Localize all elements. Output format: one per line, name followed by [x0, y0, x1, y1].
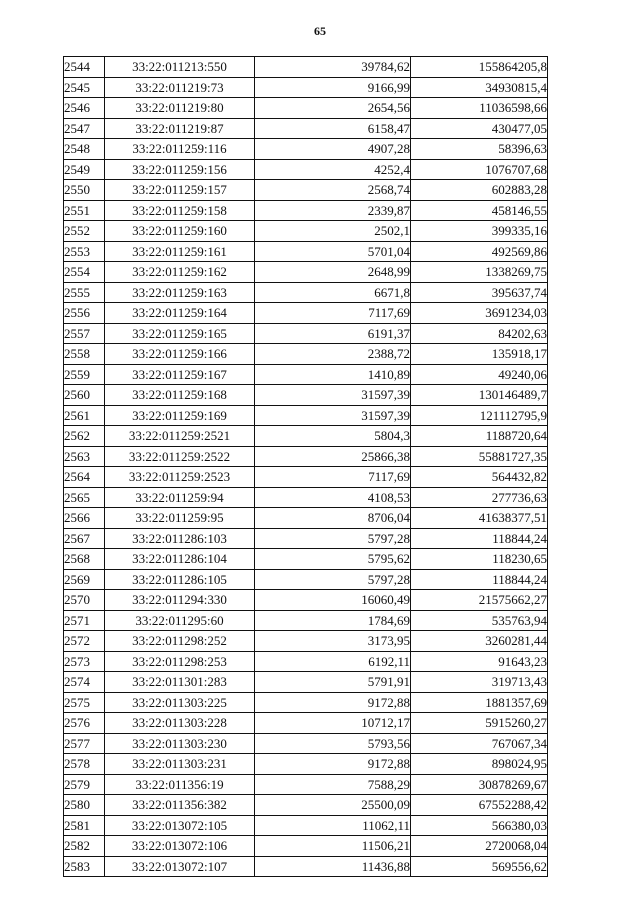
row-number-cell: 2569 — [64, 569, 105, 590]
value-cell: 569556,62 — [411, 856, 548, 877]
value-cell: 34930815,4 — [411, 77, 548, 98]
area-cell: 1784,69 — [255, 610, 411, 631]
table-row — [64, 77, 548, 98]
cadastral-table — [63, 56, 548, 877]
row-number-cell: 2575 — [64, 692, 105, 713]
table-row — [64, 774, 548, 795]
value-cell: 564432,82 — [411, 467, 548, 488]
area-cell: 5701,04 — [255, 241, 411, 262]
area-cell: 31597,39 — [255, 385, 411, 406]
area-cell: 2502,1 — [255, 221, 411, 242]
area-cell: 5793,56 — [255, 733, 411, 754]
table-row — [64, 57, 548, 78]
cadastral-number-cell: 33:22:011259:168 — [105, 385, 255, 406]
area-cell: 2339,87 — [255, 200, 411, 221]
row-number-cell: 2578 — [64, 754, 105, 775]
cadastral-number-cell: 33:22:011298:252 — [105, 631, 255, 652]
value-cell: 67552288,42 — [411, 795, 548, 816]
table-row — [64, 815, 548, 836]
table-row — [64, 754, 548, 775]
row-number-cell: 2551 — [64, 200, 105, 221]
cadastral-number-cell: 33:22:011219:73 — [105, 77, 255, 98]
row-number-cell: 2576 — [64, 713, 105, 734]
cadastral-number-cell: 33:22:011303:230 — [105, 733, 255, 754]
table-row — [64, 426, 548, 447]
cadastral-number-cell: 33:22:011303:231 — [105, 754, 255, 775]
area-cell: 9172,88 — [255, 754, 411, 775]
cadastral-number-cell: 33:22:011259:2523 — [105, 467, 255, 488]
value-cell: 395637,74 — [411, 282, 548, 303]
value-cell: 155864205,8 — [411, 57, 548, 78]
table-row — [64, 446, 548, 467]
table-row — [64, 303, 548, 324]
value-cell: 1338269,75 — [411, 262, 548, 283]
cadastral-number-cell: 33:22:011294:330 — [105, 590, 255, 611]
table-row — [64, 487, 548, 508]
area-cell: 39784,62 — [255, 57, 411, 78]
cadastral-number-cell: 33:22:011259:169 — [105, 405, 255, 426]
row-number-cell: 2545 — [64, 77, 105, 98]
table-row — [64, 159, 548, 180]
page-number: 65 — [314, 24, 326, 38]
value-cell: 277736,63 — [411, 487, 548, 508]
value-cell: 2720068,04 — [411, 836, 548, 857]
table-row — [64, 672, 548, 693]
area-cell: 5791,91 — [255, 672, 411, 693]
value-cell: 1076707,68 — [411, 159, 548, 180]
area-cell: 4907,28 — [255, 139, 411, 160]
value-cell: 1188720,64 — [411, 426, 548, 447]
cadastral-number-cell: 33:22:011213:550 — [105, 57, 255, 78]
value-cell: 602883,28 — [411, 180, 548, 201]
value-cell: 84202,63 — [411, 323, 548, 344]
value-cell: 121112795,9 — [411, 405, 548, 426]
area-cell: 2568,74 — [255, 180, 411, 201]
table-row — [64, 651, 548, 672]
cadastral-number-cell: 33:22:011286:104 — [105, 549, 255, 570]
table-row — [64, 139, 548, 160]
cadastral-number-cell: 33:22:011259:156 — [105, 159, 255, 180]
area-cell: 5804,3 — [255, 426, 411, 447]
area-cell: 1410,89 — [255, 364, 411, 385]
area-cell: 5797,28 — [255, 569, 411, 590]
cadastral-number-cell: 33:22:011259:116 — [105, 139, 255, 160]
cadastral-number-cell: 33:22:011259:167 — [105, 364, 255, 385]
table-row — [64, 200, 548, 221]
cadastral-number-cell: 33:22:011298:253 — [105, 651, 255, 672]
cadastral-number-cell: 33:22:011356:382 — [105, 795, 255, 816]
cadastral-number-cell: 33:22:011259:162 — [105, 262, 255, 283]
table-row — [64, 836, 548, 857]
area-cell: 8706,04 — [255, 508, 411, 529]
row-number-cell: 2573 — [64, 651, 105, 672]
cadastral-number-cell: 33:22:013072:106 — [105, 836, 255, 857]
table-row — [64, 180, 548, 201]
table-row — [64, 549, 548, 570]
value-cell: 21575662,27 — [411, 590, 548, 611]
area-cell: 2648,99 — [255, 262, 411, 283]
table-row — [64, 405, 548, 426]
value-cell: 118844,24 — [411, 569, 548, 590]
table-row — [64, 795, 548, 816]
row-number-cell: 2558 — [64, 344, 105, 365]
cadastral-number-cell: 33:22:011259:95 — [105, 508, 255, 529]
table-row — [64, 631, 548, 652]
row-number-cell: 2571 — [64, 610, 105, 631]
value-cell: 91643,23 — [411, 651, 548, 672]
row-number-cell: 2559 — [64, 364, 105, 385]
area-cell: 5795,62 — [255, 549, 411, 570]
cadastral-number-cell: 33:22:011259:157 — [105, 180, 255, 201]
row-number-cell: 2556 — [64, 303, 105, 324]
area-cell: 7117,69 — [255, 467, 411, 488]
row-number-cell: 2572 — [64, 631, 105, 652]
cadastral-number-cell: 33:22:011259:161 — [105, 241, 255, 262]
area-cell: 7588,29 — [255, 774, 411, 795]
row-number-cell: 2547 — [64, 118, 105, 139]
area-cell: 11062,11 — [255, 815, 411, 836]
cadastral-number-cell: 33:22:011259:160 — [105, 221, 255, 242]
cadastral-number-cell: 33:22:011259:2521 — [105, 426, 255, 447]
table-row — [64, 118, 548, 139]
value-cell: 535763,94 — [411, 610, 548, 631]
area-cell: 5797,28 — [255, 528, 411, 549]
value-cell: 5915260,27 — [411, 713, 548, 734]
row-number-cell: 2554 — [64, 262, 105, 283]
table-row — [64, 262, 548, 283]
area-cell: 6191,37 — [255, 323, 411, 344]
row-number-cell: 2557 — [64, 323, 105, 344]
cadastral-number-cell: 33:22:011259:165 — [105, 323, 255, 344]
value-cell: 430477,05 — [411, 118, 548, 139]
value-cell: 30878269,67 — [411, 774, 548, 795]
row-number-cell: 2562 — [64, 426, 105, 447]
value-cell: 58396,63 — [411, 139, 548, 160]
value-cell: 566380,03 — [411, 815, 548, 836]
table-row — [64, 282, 548, 303]
row-number-cell: 2565 — [64, 487, 105, 508]
row-number-cell: 2560 — [64, 385, 105, 406]
value-cell: 492569,86 — [411, 241, 548, 262]
area-cell: 6158,47 — [255, 118, 411, 139]
table-row — [64, 610, 548, 631]
cadastral-number-cell: 33:22:011259:94 — [105, 487, 255, 508]
area-cell: 10712,17 — [255, 713, 411, 734]
area-cell: 9166,99 — [255, 77, 411, 98]
value-cell: 767067,34 — [411, 733, 548, 754]
row-number-cell: 2561 — [64, 405, 105, 426]
row-number-cell: 2566 — [64, 508, 105, 529]
row-number-cell: 2568 — [64, 549, 105, 570]
table-row — [64, 713, 548, 734]
cadastral-number-cell: 33:22:011259:166 — [105, 344, 255, 365]
value-cell: 399335,16 — [411, 221, 548, 242]
value-cell: 898024,95 — [411, 754, 548, 775]
cadastral-number-cell: 33:22:011219:80 — [105, 98, 255, 119]
cadastral-number-cell: 33:22:011303:225 — [105, 692, 255, 713]
cadastral-number-cell: 33:22:011259:163 — [105, 282, 255, 303]
table-row — [64, 98, 548, 119]
cadastral-number-cell: 33:22:013072:105 — [105, 815, 255, 836]
row-number-cell: 2548 — [64, 139, 105, 160]
area-cell: 2654,56 — [255, 98, 411, 119]
cadastral-number-cell: 33:22:013072:107 — [105, 856, 255, 877]
table-row — [64, 856, 548, 877]
area-cell: 11436,88 — [255, 856, 411, 877]
row-number-cell: 2546 — [64, 98, 105, 119]
table-row — [64, 385, 548, 406]
area-cell: 4108,53 — [255, 487, 411, 508]
table-row — [64, 528, 548, 549]
value-cell: 135918,17 — [411, 344, 548, 365]
table-row — [64, 569, 548, 590]
area-cell: 6671,8 — [255, 282, 411, 303]
row-number-cell: 2564 — [64, 467, 105, 488]
table-row — [64, 323, 548, 344]
area-cell: 11506,21 — [255, 836, 411, 857]
row-number-cell: 2574 — [64, 672, 105, 693]
cadastral-number-cell: 33:22:011259:164 — [105, 303, 255, 324]
value-cell: 3260281,44 — [411, 631, 548, 652]
value-cell: 1881357,69 — [411, 692, 548, 713]
cadastral-number-cell: 33:22:011219:87 — [105, 118, 255, 139]
row-number-cell: 2563 — [64, 446, 105, 467]
table-row — [64, 692, 548, 713]
table-row — [64, 733, 548, 754]
value-cell: 118844,24 — [411, 528, 548, 549]
area-cell: 7117,69 — [255, 303, 411, 324]
area-cell: 31597,39 — [255, 405, 411, 426]
row-number-cell: 2570 — [64, 590, 105, 611]
area-cell: 3173,95 — [255, 631, 411, 652]
cadastral-number-cell: 33:22:011295:60 — [105, 610, 255, 631]
cadastral-number-cell: 33:22:011286:105 — [105, 569, 255, 590]
row-number-cell: 2567 — [64, 528, 105, 549]
row-number-cell: 2581 — [64, 815, 105, 836]
cadastral-number-cell: 33:22:011286:103 — [105, 528, 255, 549]
value-cell: 319713,43 — [411, 672, 548, 693]
cadastral-number-cell: 33:22:011259:2522 — [105, 446, 255, 467]
row-number-cell: 2552 — [64, 221, 105, 242]
row-number-cell: 2553 — [64, 241, 105, 262]
value-cell: 11036598,66 — [411, 98, 548, 119]
cadastral-number-cell: 33:22:011356:19 — [105, 774, 255, 795]
value-cell: 49240,06 — [411, 364, 548, 385]
cadastral-number-cell: 33:22:011301:283 — [105, 672, 255, 693]
table-body — [64, 57, 548, 877]
area-cell: 6192,11 — [255, 651, 411, 672]
value-cell: 41638377,51 — [411, 508, 548, 529]
row-number-cell: 2579 — [64, 774, 105, 795]
row-number-cell: 2555 — [64, 282, 105, 303]
row-number-cell: 2580 — [64, 795, 105, 816]
area-cell: 25500,09 — [255, 795, 411, 816]
row-number-cell: 2582 — [64, 836, 105, 857]
row-number-cell: 2583 — [64, 856, 105, 877]
value-cell: 55881727,35 — [411, 446, 548, 467]
table-row — [64, 344, 548, 365]
row-number-cell: 2550 — [64, 180, 105, 201]
area-cell: 2388,72 — [255, 344, 411, 365]
area-cell: 4252,4 — [255, 159, 411, 180]
table-row — [64, 221, 548, 242]
value-cell: 130146489,7 — [411, 385, 548, 406]
row-number-cell: 2549 — [64, 159, 105, 180]
table-row — [64, 241, 548, 262]
area-cell: 16060,49 — [255, 590, 411, 611]
row-number-cell: 2544 — [64, 57, 105, 78]
row-number-cell: 2577 — [64, 733, 105, 754]
area-cell: 9172,88 — [255, 692, 411, 713]
value-cell: 118230,65 — [411, 549, 548, 570]
table-row — [64, 590, 548, 611]
area-cell: 25866,38 — [255, 446, 411, 467]
cadastral-number-cell: 33:22:011303:228 — [105, 713, 255, 734]
table-row — [64, 467, 548, 488]
table-row — [64, 508, 548, 529]
value-cell: 458146,55 — [411, 200, 548, 221]
table-row — [64, 364, 548, 385]
value-cell: 3691234,03 — [411, 303, 548, 324]
cadastral-number-cell: 33:22:011259:158 — [105, 200, 255, 221]
